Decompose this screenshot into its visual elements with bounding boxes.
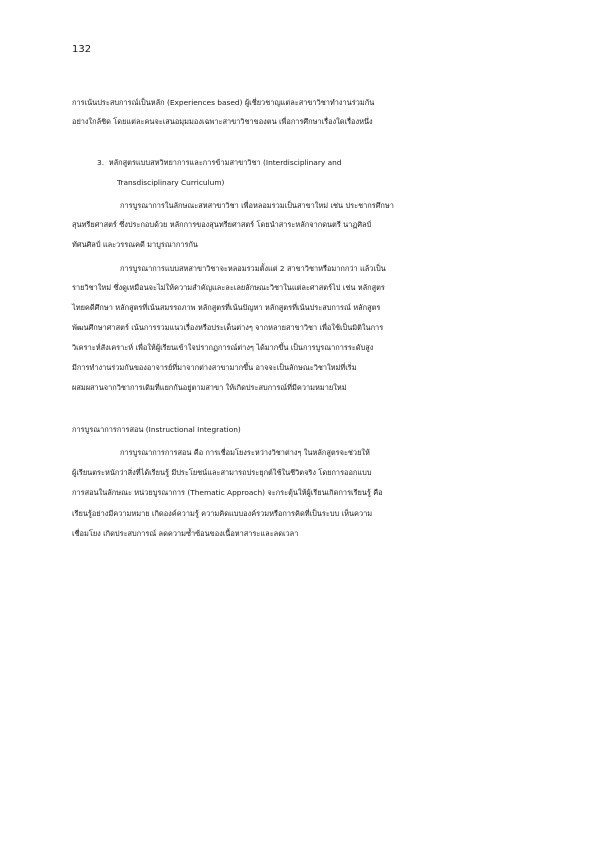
sec3-p2-line-1: การบูรณาการแบบสหสาขาวิชาจะหลอมรวมตั้งแต่ 2 สาขาวิชาหรือมากกว่า แล้วเป็น [120,264,386,273]
sec3-p2-line-3: ไทยคดีศึกษา หลักสูตรที่เน้นสมรรถภาพ หลักสูตรที่เน้นปัญหา หลักสูตรที่เน้นประสบการณ์ หลักสูตร [72,303,381,312]
sec3-p2-line-4: พัฒนศึกษาศาสตร์ เน้นการรวมแนวเรื่องหรือประเด็นต่างๆ จากหลายสาขาวิชา เพื่อใช้เป็นมิติในการ [72,323,384,332]
page-number: 132 [72,44,92,55]
sec3-p2-line-5: วิเคราะห์สังเคราะห์ เพื่อให้ผู้เรียนเข้าใจปรากฏการณ์ต่างๆ ได้มากขึ้น เป็นการบูรณาการระดับสูง [72,343,374,352]
section-title-line-1: หลักสูตรแบบสหวิทยาการและการข้ามสาขาวิชา (Interdisciplinary and [108,158,342,167]
instr-line-3: การสอนในลักษณะ หน่วยบูรณาการ (Thematic Approach) จะกระตุ้นให้ผู้เรียนเกิดการเรียนรู้ คือ [72,488,383,497]
instr-line-2: ผู้เรียนตระหนักว่าสิ่งที่ได้เรียนรู้ มีประโยชน์และสามารถประยุกต์ใช้ในชีวิตจริง โดยการออกแบบ [72,468,372,477]
sec3-p1-line-3: ทัศนศิลป์ และวรรณคดี มาบูรณาการกัน [72,240,198,249]
sec3-p1-line-2: สุนทรียศาสตร์ ซึ่งประกอบด้วย หลักการของสุนทรียศาสตร์ โดยนำสาระหลักจากดนตรี นาฏศิลป์ [72,220,372,229]
sec3-p2-line-6: มีการทำงานร่วมกันของอาจารย์ที่มาจากต่างสาขามากขึ้น อาจจะเป็นลักษณะวิชาใหม่ที่เริ่ม [72,363,357,372]
intro-line-1: การเน้นประสบการณ์เป็นหลัก (Experiences based) ผู้เชี่ยวชาญแต่ละสาขาวิชาทำงานร่วมกัน [72,98,375,107]
instr-line-4: เรียนรู้อย่างมีความหมาย เกิดองค์ความรู้ ความคิดแบบองค์รวมหรือการคิดที่เป็นระบบ เห็นความ [72,509,373,518]
sec3-p2-line-7: ผสมผสานจากวิชาการเดิมที่แยกกันอยู่ตามสาขา ให้เกิดประสบการณ์ที่มีความหมายใหม่ [72,383,347,392]
instructional-heading: การบูรณาการการสอน (Instructional Integration) [72,425,241,434]
intro-line-2: อย่างใกล้ชิด โดยแต่ละคนจะเสนอมุมมองเฉพาะสาขาวิชาของตน เพื่อการศึกษาเรื่องใดเรื่องหนึ่ง [72,117,373,126]
section-title-line-2: Transdisciplinary Curriculum) [117,178,225,187]
section-3-heading [97,157,342,169]
instr-line-5: เชื่อมโยง เกิดประสบการณ์ ลดความซ้ำซ้อนของเนื้อหาสาระและลดเวลา [72,529,299,538]
sec3-p1-line-1: การบูรณาการในลักษณะสหสาขาวิชา เพื่อหลอมรวมเป็นสาขาใหม่ เช่น ประชากรศึกษา [120,201,394,210]
sec3-p2-line-2: รายวิชาใหม่ ซึ่งดูเหมือนจะไม่ให้ความสำคัญและละเลยลักษณะวิชาในแต่ละศาสตร์ไป เช่น หลักสูตร [72,283,385,292]
section-number: 3. [97,158,105,167]
instr-line-1: การบูรณาการการสอน คือ การเชื่อมโยงระหว่างวิชาต่างๆ ในหลักสูตรจะช่วยให้ [120,448,370,457]
